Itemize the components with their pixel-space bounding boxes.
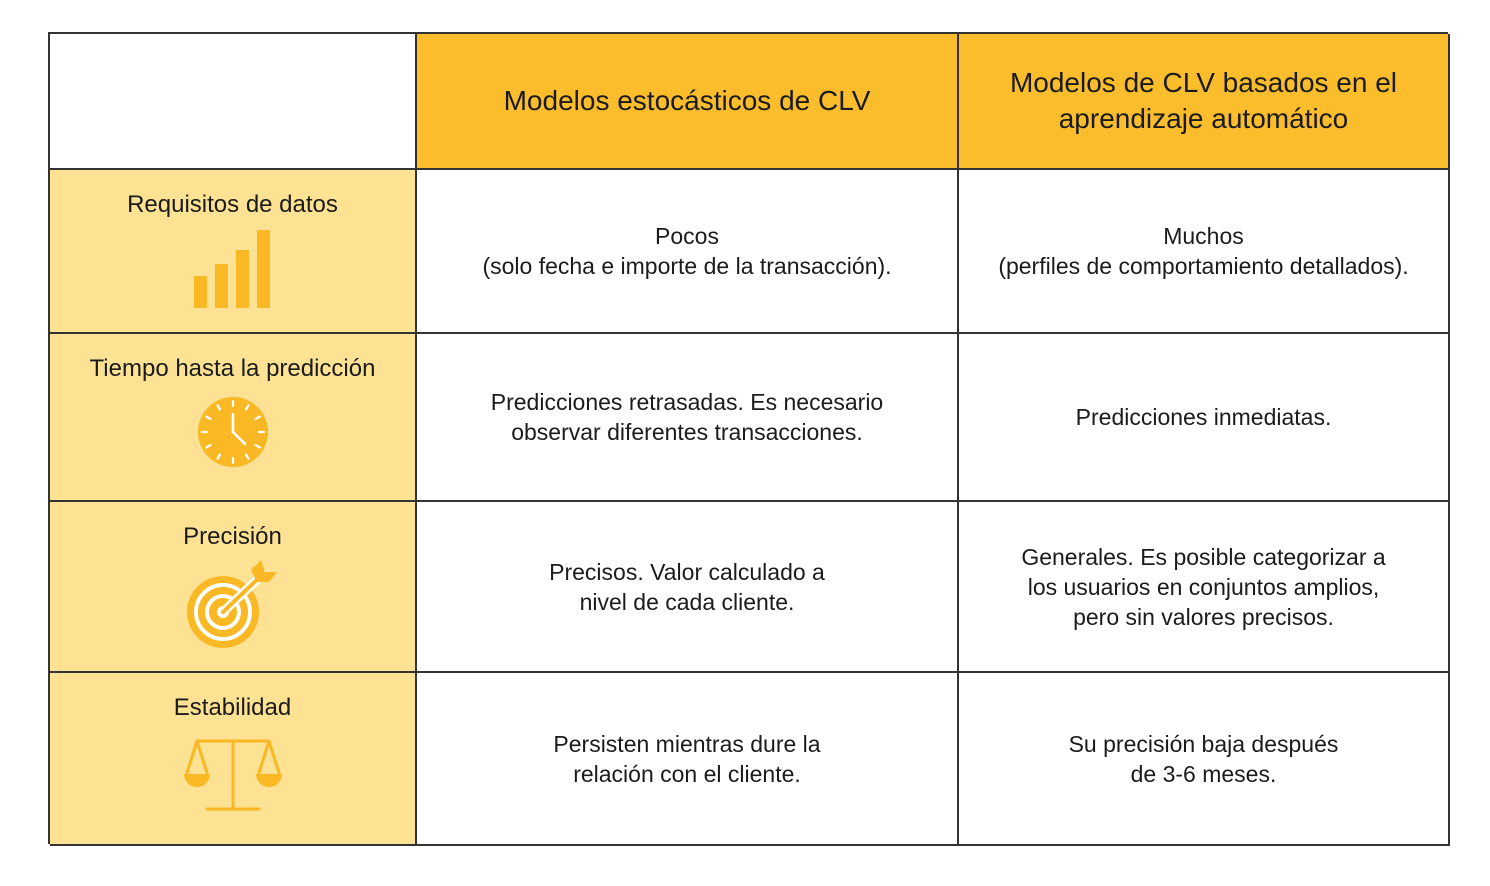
column-header-stochastic bbox=[417, 34, 959, 170]
row-header-time-to-prediction bbox=[50, 334, 417, 502]
cell-text: Persisten mientras dure la relación con el cliente. bbox=[553, 730, 821, 787]
cell-precision-stochastic bbox=[417, 502, 959, 673]
column-header-label: Modelos estocásticos de CLV bbox=[503, 85, 871, 116]
cell-stability-stochastic bbox=[417, 673, 959, 846]
scales-icon bbox=[183, 737, 283, 813]
bar-chart-icon bbox=[192, 230, 274, 308]
comparison-table bbox=[48, 32, 1448, 844]
row-label: Requisitos de datos bbox=[127, 191, 338, 218]
row-label: Precisión bbox=[183, 523, 282, 550]
cell-text: Muchos (perfiles de comportamiento detallados). bbox=[998, 223, 1409, 279]
row-label: Estabilidad bbox=[173, 694, 292, 721]
row-header-precision bbox=[50, 502, 417, 673]
cell-text: Predicciones retrasadas. Es necesario observar diferentes transacciones. bbox=[490, 389, 884, 445]
cell-text: Precisos. Valor calculado a nivel de cada cliente. bbox=[549, 558, 825, 615]
cell-data-ml bbox=[959, 170, 1450, 334]
cell-precision-ml bbox=[959, 502, 1450, 673]
cell-text: Predicciones inmediatas. bbox=[1075, 404, 1332, 430]
row-header-stability bbox=[50, 673, 417, 846]
row-label: Tiempo hasta la predicción bbox=[89, 355, 376, 382]
cell-time-ml bbox=[959, 334, 1450, 502]
target-icon bbox=[185, 560, 281, 650]
clock-icon bbox=[197, 396, 269, 468]
column-header-ml bbox=[959, 34, 1450, 170]
corner-cell bbox=[50, 34, 417, 170]
cell-data-stochastic bbox=[417, 170, 959, 334]
row-header-data-requirements bbox=[50, 170, 417, 334]
cell-text: Generales. Es posible categorizar a los usuarios en conjuntos amplios, pero sin valores precisos. bbox=[1021, 543, 1386, 630]
cell-stability-ml bbox=[959, 673, 1450, 846]
cell-time-stochastic bbox=[417, 334, 959, 502]
cell-text: Su precisión baja después de 3-6 meses. bbox=[1068, 730, 1339, 787]
cell-text: Pocos (solo fecha e importe de la transacción). bbox=[482, 223, 892, 279]
column-header-label: Modelos de CLV basados en el aprendizaje automático bbox=[1009, 67, 1398, 134]
